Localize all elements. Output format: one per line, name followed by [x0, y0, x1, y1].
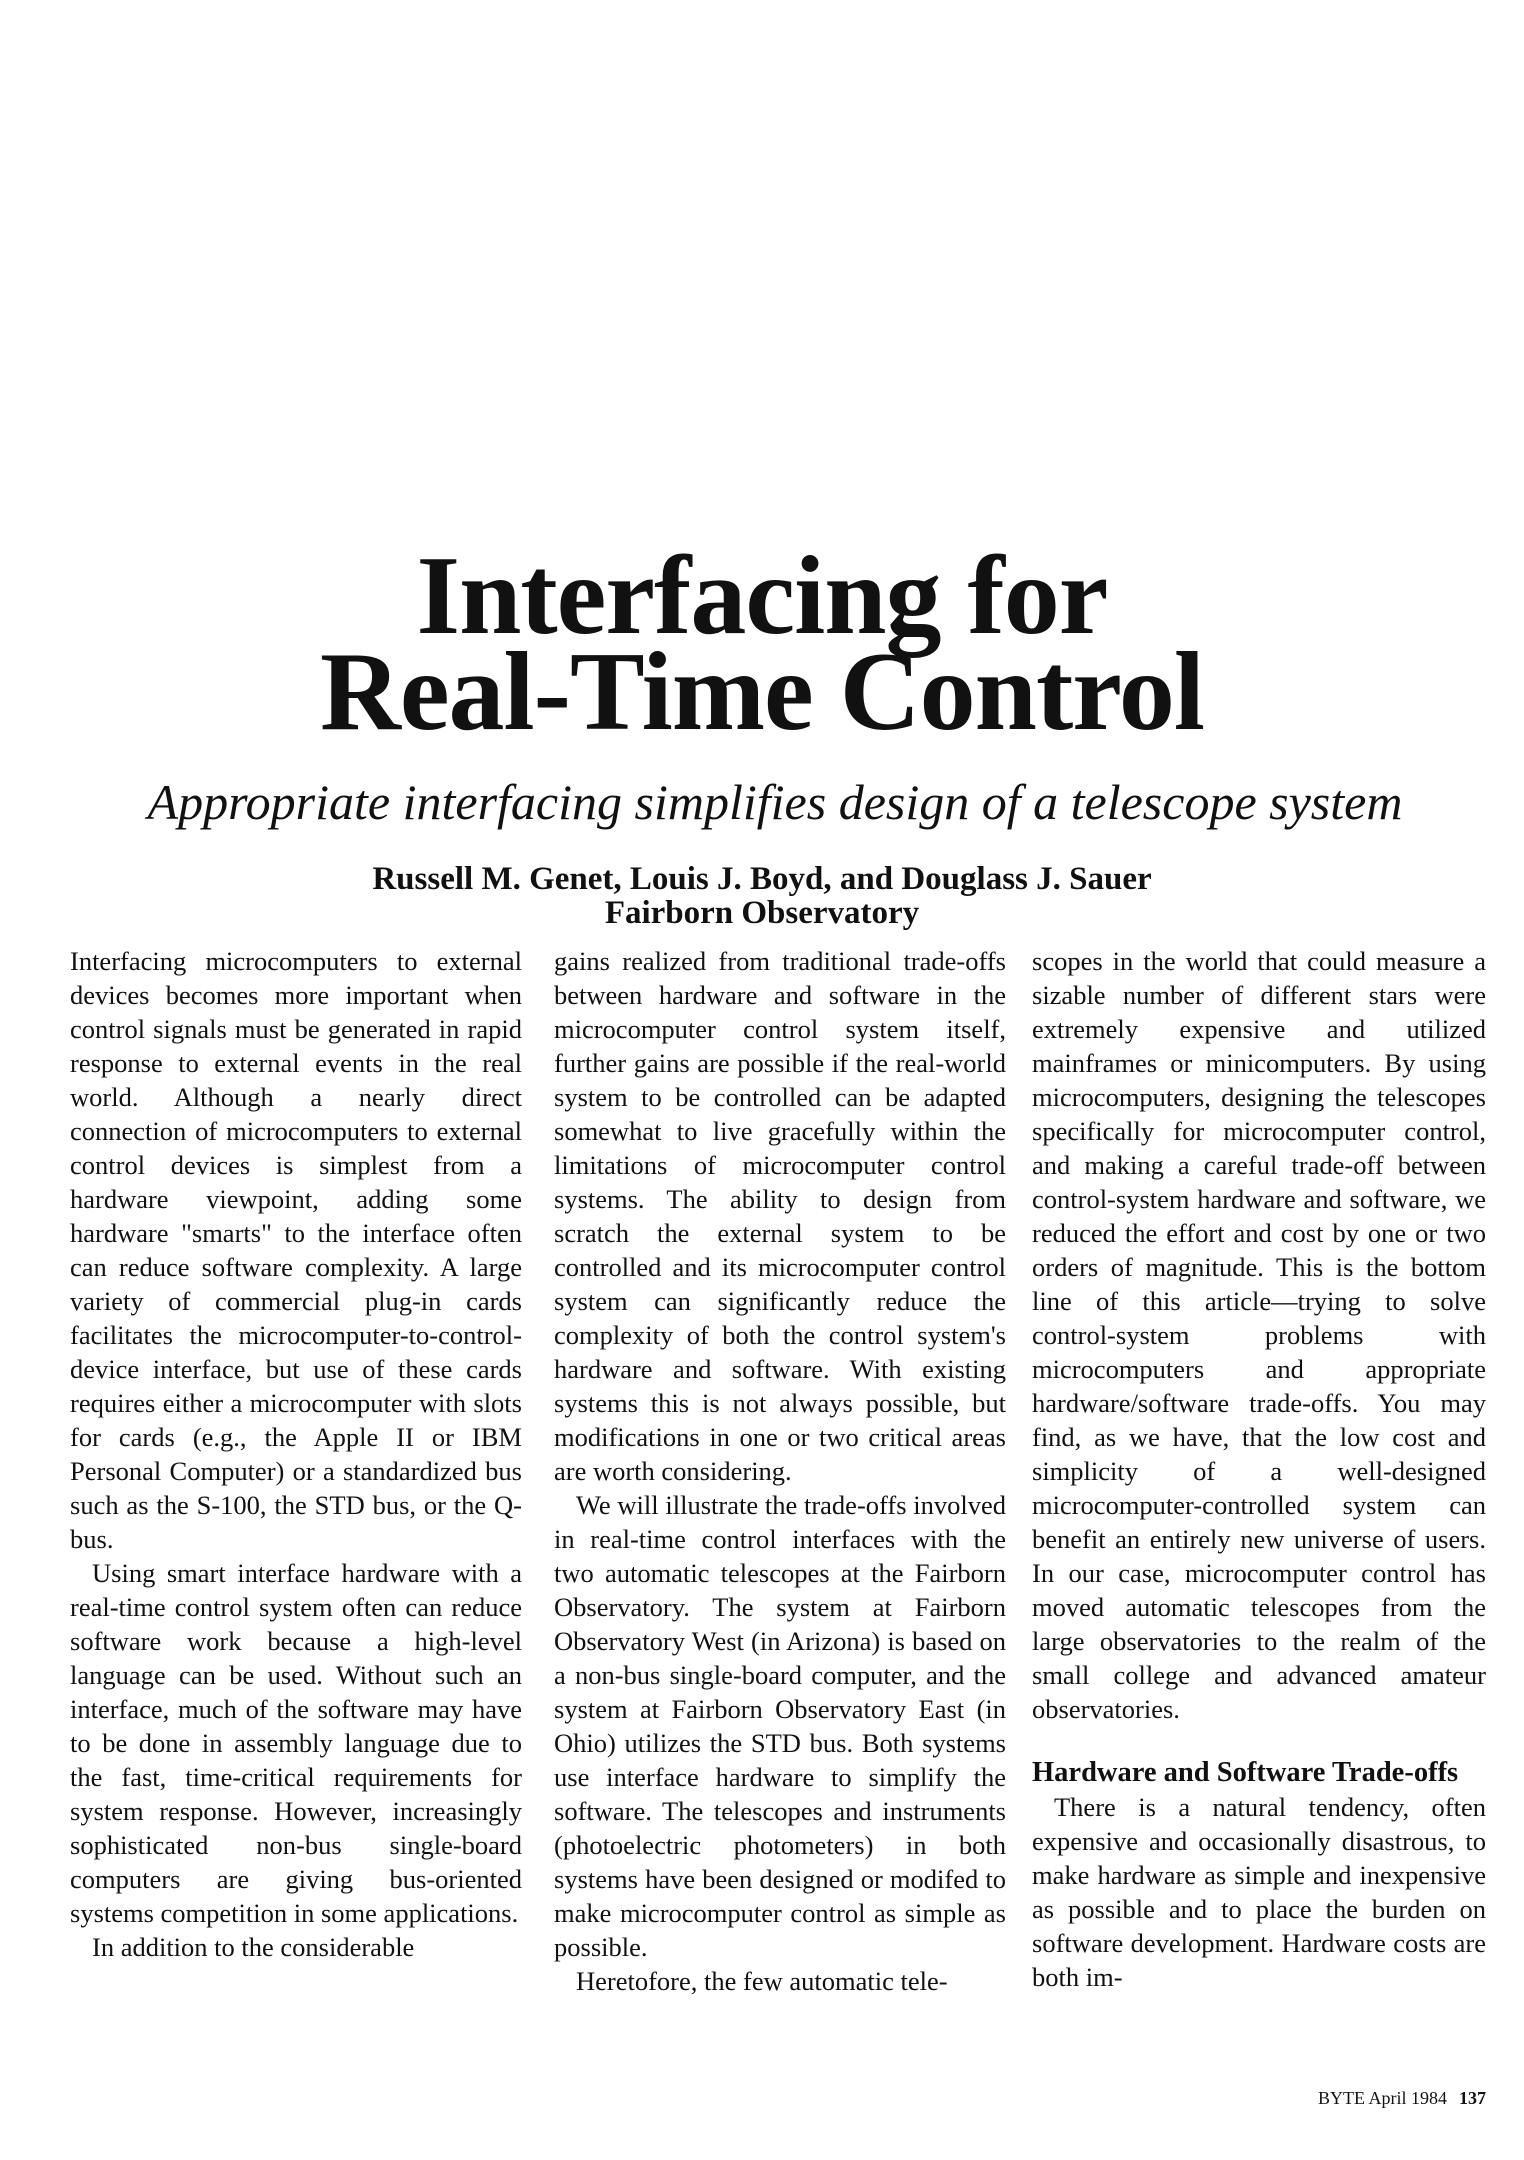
body-column-1	[70, 944, 522, 1964]
paragraph: We will illustrate the trade-offs involved in real-time control interfaces with the two automatic telescopes at the Fairborn Observatory. The system at Fairborn Observatory West (in Arizona) is based on a non-bus single-board computer, and the system at Fairborn Observatory East (in Ohio) utilizes the STD bus. Both systems use interface hardware to simplify the software. The telescopes and instruments (photoelectric photometers) in both systems have been designed or modifed to make microcomputer control as simple as possible.	[554, 1490, 1006, 1962]
paragraph: Using smart interface hardware with a real-time control system often can reduce software work because a high-level language can be used. Without such an interface, much of the software may have to be done in assembly language due to the fast, time-critical requirements for system response. However, increasingly sophisticated non-bus single-board computers are giving bus-oriented systems competition in some applications.	[70, 1558, 522, 1928]
body-column-3	[1032, 944, 1486, 1994]
body-column-2	[554, 944, 1006, 1998]
affiliation: Fairborn Observatory	[604, 895, 920, 931]
title-line-1: Interfacing for	[416, 534, 1108, 658]
author-line: Russell M. Genet, Louis J. Boyd, and Douglass J. Sauer	[372, 861, 1152, 897]
publication-name: BYTE April 1984	[1318, 2088, 1447, 2108]
paragraph: There is a natural tendency, often expensive and occasionally disastrous, to make hardware as simple and inexpensive as possible and to place the burden on software development. Hardware costs are both im-	[1032, 1792, 1486, 1992]
article-title	[0, 534, 1524, 754]
section-heading: Hardware and Software Trade-offs	[1032, 1757, 1459, 1788]
paragraph: gains realized from traditional trade-offs between hardware and software in the microcomputer control system itself, further gains are possible if the real-world system to be controlled can be adapted somewhat to live gracefully within the limitations of microcomputer control systems. The ability to design from scratch the external system to be controlled and its microcomputer control system can significantly reduce the complexity of both the control system's hardware and software. With existing systems this is not always possible, but modifications in one or two critical areas are worth considering.	[554, 946, 1006, 1486]
paragraph: In addition to the considerable	[92, 1932, 415, 1962]
page-number: 137	[1459, 2088, 1486, 2108]
paragraph: Heretofore, the few automatic tele-	[576, 1966, 948, 1996]
article-subtitle: Appropriate interfacing simplifies design of a telescope system	[147, 774, 1403, 830]
paragraph: scopes in the world that could measure a sizable number of different stars were extremely expensive and utilized mainframes or minicomputers. By using microcomputers, designing the telescopes specifically for microcomputer control, and making a careful trade-off between control-system hardware and software, we reduced the effort and cost by one or two orders of magnitude. This is the bottom line of this article—trying to solve control-system problems with microcomputers and appropriate hardware/software trade-offs. You may find, as we have, that the low cost and simplicity of a well-designed microcomputer-controlled system can benefit an entirely new universe of users. In our case, microcomputer control has moved automatic telescopes from the large observatories to the realm of the small college and advanced amateur observatories.	[1032, 946, 1486, 1724]
page-footer	[1256, 2086, 1486, 2110]
paragraph: Interfacing microcomputers to external devices becomes more important when control signals must be generated in rapid response to external events in the real world. Although a nearly direct connection of microcomputers to external control devices is simplest from a hardware viewpoint, adding some hardware "smarts" to the interface often can reduce software complexity. A large variety of commercial plug-in cards facilitates the microcomputer-to-control-device interface, but use of these cards requires either a microcomputer with slots for cards (e.g., the Apple II or IBM Personal Computer) or a standardized bus such as the S-100, the STD bus, or the Q-bus.	[70, 946, 522, 1554]
title-line-2: Real-Time Control	[319, 630, 1205, 754]
